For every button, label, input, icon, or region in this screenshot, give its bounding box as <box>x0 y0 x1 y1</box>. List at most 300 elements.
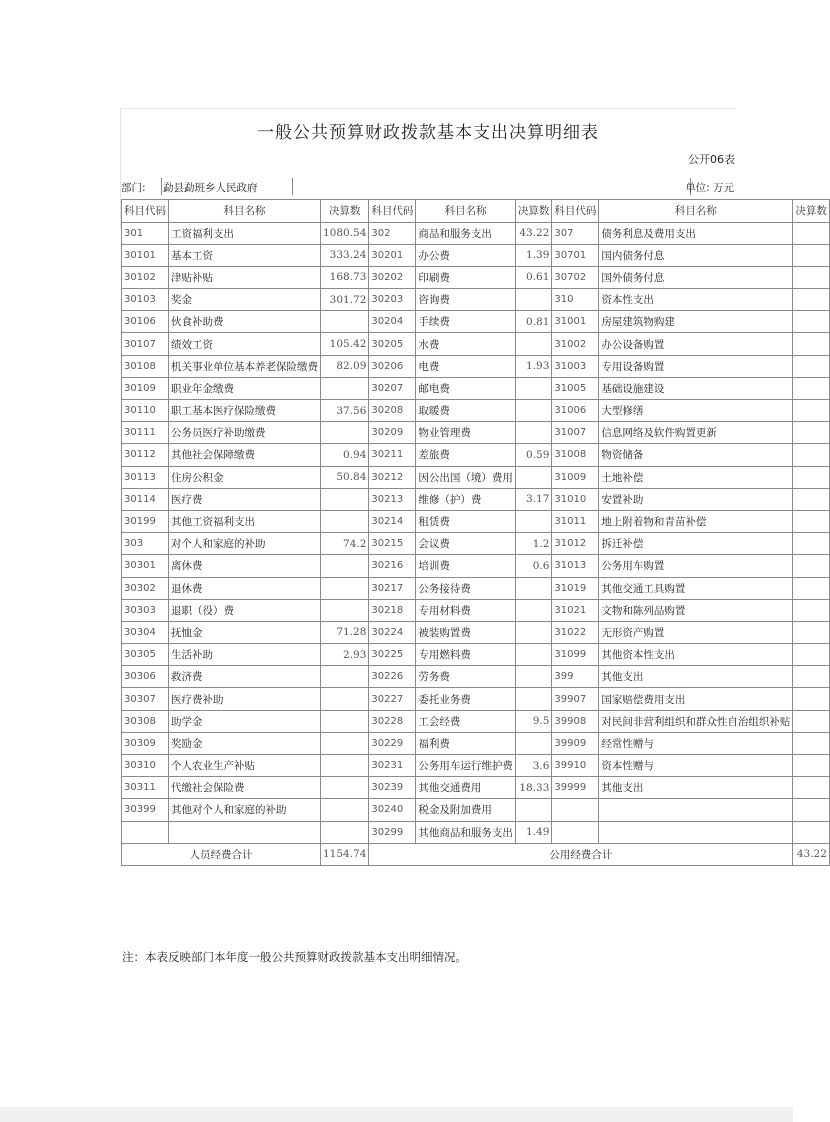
name-cell: 维修（护）费 <box>416 488 516 510</box>
code-cell: 30304 <box>122 621 169 643</box>
code-cell: 31001 <box>552 311 599 333</box>
name-cell: 咨询费 <box>416 289 516 311</box>
name-cell: 信息网络及软件购置更新 <box>599 422 793 444</box>
name-cell: 公务用车购置 <box>599 555 793 577</box>
name-cell: 无形资产购置 <box>599 621 793 643</box>
code-cell: 301 <box>122 222 169 244</box>
name-cell: 差旅费 <box>416 444 516 466</box>
code-cell: 30239 <box>369 777 416 799</box>
code-cell: 30305 <box>122 644 169 666</box>
column-header: 科目名称 <box>169 200 321 223</box>
name-cell: 奖励金 <box>169 732 321 754</box>
table-row <box>122 244 830 266</box>
table-row <box>122 710 830 732</box>
code-cell: 31013 <box>552 555 599 577</box>
name-cell: 办公设备购置 <box>599 333 793 355</box>
name-cell: 专用燃料费 <box>416 644 516 666</box>
code-cell <box>122 821 169 843</box>
name-cell: 助学金 <box>169 710 321 732</box>
value-cell: 0.59 <box>515 444 552 466</box>
name-cell: 税金及附加费用 <box>416 799 516 821</box>
value-cell <box>321 488 369 510</box>
value-cell <box>321 732 369 754</box>
value-cell <box>515 577 552 599</box>
code-cell: 302 <box>369 222 416 244</box>
value-cell <box>321 555 369 577</box>
name-cell: 住房公积金 <box>169 466 321 488</box>
personnel-total-label: 人员经费合计 <box>122 843 321 865</box>
code-cell: 30216 <box>369 555 416 577</box>
table-row <box>122 289 830 311</box>
code-cell: 31009 <box>552 466 599 488</box>
code-cell: 30303 <box>122 599 169 621</box>
value-cell <box>793 400 830 422</box>
name-cell: 其他对个人和家庭的补助 <box>169 799 321 821</box>
code-cell: 30108 <box>122 355 169 377</box>
dept-label: 部门: <box>121 182 146 194</box>
value-cell: 1.49 <box>515 821 552 843</box>
value-cell <box>321 799 369 821</box>
code-cell: 303 <box>122 533 169 555</box>
table-row <box>122 599 830 621</box>
code-cell: 30209 <box>369 422 416 444</box>
value-cell: 82.09 <box>321 355 369 377</box>
code-cell: 31022 <box>552 621 599 643</box>
value-cell <box>793 533 830 555</box>
value-cell: 18.33 <box>515 777 552 799</box>
value-cell <box>793 688 830 710</box>
code-cell: 30226 <box>369 666 416 688</box>
code-cell: 30310 <box>122 755 169 777</box>
value-cell <box>515 510 552 532</box>
value-cell <box>515 422 552 444</box>
name-cell: 债务利息及费用支出 <box>599 222 793 244</box>
name-cell: 水费 <box>416 333 516 355</box>
name-cell: 伙食补助费 <box>169 311 321 333</box>
column-header: 科目名称 <box>599 200 793 223</box>
value-cell: 1.2 <box>515 533 552 555</box>
table-row <box>122 400 830 422</box>
name-cell: 被装购置费 <box>416 621 516 643</box>
value-cell: 0.61 <box>515 266 552 288</box>
value-cell: 0.81 <box>515 311 552 333</box>
code-cell: 30111 <box>122 422 169 444</box>
table-note: 注：本表反映部门本年度一般公共预算财政拨款基本支出明细情况。 <box>122 950 467 964</box>
code-cell: 307 <box>552 222 599 244</box>
name-cell: 公务用车运行维护费 <box>416 755 516 777</box>
name-cell: 文物和陈列品购置 <box>599 599 793 621</box>
name-cell: 公务接待费 <box>416 577 516 599</box>
name-cell: 地上附着物和青苗补偿 <box>599 510 793 532</box>
unit-label: 单位: 万元 <box>685 182 734 194</box>
code-cell: 31099 <box>552 644 599 666</box>
name-cell <box>169 821 321 843</box>
page-title: 一般公共预算财政拨款基本支出决算明细表 <box>257 123 599 143</box>
code-cell: 30215 <box>369 533 416 555</box>
code-cell: 30217 <box>369 577 416 599</box>
name-cell: 医疗费 <box>169 488 321 510</box>
name-cell: 电费 <box>416 355 516 377</box>
name-cell: 退职（役）费 <box>169 599 321 621</box>
value-cell <box>515 732 552 754</box>
value-cell <box>793 488 830 510</box>
value-cell <box>321 599 369 621</box>
name-cell: 对民间非营利组织和群众性自治组织补贴 <box>599 710 793 732</box>
code-cell: 30218 <box>369 599 416 621</box>
table-row <box>122 377 830 399</box>
value-cell <box>515 333 552 355</box>
name-cell: 其他交通费用 <box>416 777 516 799</box>
code-cell: 39910 <box>552 755 599 777</box>
code-cell: 310 <box>552 289 599 311</box>
code-cell: 30302 <box>122 577 169 599</box>
value-cell: 3.6 <box>515 755 552 777</box>
code-cell: 30106 <box>122 311 169 333</box>
name-cell: 职业年金缴费 <box>169 377 321 399</box>
name-cell: 绩效工资 <box>169 333 321 355</box>
dept-value: 勐县勐班乡人民政府 <box>163 182 258 194</box>
value-cell <box>793 599 830 621</box>
name-cell: 其他社会保障缴费 <box>169 444 321 466</box>
name-cell: 其他商品和服务支出 <box>416 821 516 843</box>
code-cell: 39909 <box>552 732 599 754</box>
value-cell: 168.73 <box>321 266 369 288</box>
name-cell: 拆迁补偿 <box>599 533 793 555</box>
table-row <box>122 355 830 377</box>
name-cell: 租赁费 <box>416 510 516 532</box>
value-cell <box>515 466 552 488</box>
value-cell <box>793 732 830 754</box>
table-row <box>122 533 830 555</box>
name-cell: 退休费 <box>169 577 321 599</box>
value-cell <box>515 599 552 621</box>
code-cell: 30208 <box>369 400 416 422</box>
code-cell: 31010 <box>552 488 599 510</box>
value-cell: 43.22 <box>515 222 552 244</box>
code-cell: 30701 <box>552 244 599 266</box>
code-cell: 30308 <box>122 710 169 732</box>
code-cell: 30101 <box>122 244 169 266</box>
name-cell: 委托业务费 <box>416 688 516 710</box>
value-cell <box>515 289 552 311</box>
value-cell <box>793 621 830 643</box>
code-cell: 30399 <box>122 799 169 821</box>
public-total-label: 公用经费合计 <box>369 843 793 865</box>
name-cell: 其他资本性支出 <box>599 644 793 666</box>
totals-row <box>122 843 830 865</box>
value-cell <box>793 799 830 821</box>
value-cell <box>515 377 552 399</box>
column-header: 科目代码 <box>552 200 599 223</box>
code-cell: 31007 <box>552 422 599 444</box>
table-row <box>122 266 830 288</box>
name-cell <box>599 821 793 843</box>
name-cell: 大型修缮 <box>599 400 793 422</box>
name-cell <box>599 799 793 821</box>
value-cell <box>793 422 830 444</box>
name-cell: 土地补偿 <box>599 466 793 488</box>
name-cell: 办公费 <box>416 244 516 266</box>
code-cell: 30227 <box>369 688 416 710</box>
name-cell: 安置补助 <box>599 488 793 510</box>
name-cell: 公务员医疗补助缴费 <box>169 422 321 444</box>
value-cell: 71.28 <box>321 621 369 643</box>
public-total-value: 43.22 <box>793 843 830 865</box>
code-cell: 31003 <box>552 355 599 377</box>
code-cell: 30103 <box>122 289 169 311</box>
code-cell <box>552 799 599 821</box>
name-cell: 个人农业生产补贴 <box>169 755 321 777</box>
name-cell: 救济费 <box>169 666 321 688</box>
column-header: 决算数 <box>321 200 369 223</box>
code-cell: 30102 <box>122 266 169 288</box>
table-row <box>122 799 830 821</box>
name-cell: 福利费 <box>416 732 516 754</box>
value-cell <box>793 377 830 399</box>
code-cell: 30203 <box>369 289 416 311</box>
value-cell <box>321 311 369 333</box>
code-cell: 30110 <box>122 400 169 422</box>
table-row <box>122 755 830 777</box>
code-cell: 30224 <box>369 621 416 643</box>
value-cell: 74.2 <box>321 533 369 555</box>
name-cell: 资本性支出 <box>599 289 793 311</box>
name-cell: 邮电费 <box>416 377 516 399</box>
value-cell <box>793 289 830 311</box>
table-row <box>122 488 830 510</box>
value-cell <box>515 400 552 422</box>
name-cell: 津贴补贴 <box>169 266 321 288</box>
value-cell <box>321 688 369 710</box>
value-cell <box>793 444 830 466</box>
value-cell <box>321 777 369 799</box>
name-cell: 国外债务付息 <box>599 266 793 288</box>
column-header: 决算数 <box>793 200 830 223</box>
divider <box>161 178 162 195</box>
table-row <box>122 466 830 488</box>
table-row <box>122 222 830 244</box>
column-header: 科目代码 <box>369 200 416 223</box>
name-cell: 医疗费补助 <box>169 688 321 710</box>
code-cell: 30214 <box>369 510 416 532</box>
value-cell <box>515 666 552 688</box>
value-cell: 1.93 <box>515 355 552 377</box>
value-cell <box>793 333 830 355</box>
code-cell: 30109 <box>122 377 169 399</box>
name-cell: 其他交通工具购置 <box>599 577 793 599</box>
table-row <box>122 777 830 799</box>
value-cell <box>321 710 369 732</box>
code-cell: 30207 <box>369 377 416 399</box>
table-row <box>122 688 830 710</box>
code-cell: 30213 <box>369 488 416 510</box>
code-cell: 30228 <box>369 710 416 732</box>
name-cell: 代缴社会保险费 <box>169 777 321 799</box>
code-cell: 30299 <box>369 821 416 843</box>
top-rule <box>120 108 736 109</box>
value-cell <box>793 644 830 666</box>
table-row <box>122 821 830 843</box>
name-cell: 奖金 <box>169 289 321 311</box>
code-cell: 31005 <box>552 377 599 399</box>
table-row <box>122 732 830 754</box>
name-cell: 资本性赠与 <box>599 755 793 777</box>
value-cell: 1080.54 <box>321 222 369 244</box>
value-cell <box>793 355 830 377</box>
value-cell <box>321 755 369 777</box>
name-cell: 基础设施建设 <box>599 377 793 399</box>
expenditure-table <box>121 199 830 866</box>
name-cell: 手续费 <box>416 311 516 333</box>
value-cell: 3.17 <box>515 488 552 510</box>
personnel-total-value: 1154.74 <box>321 843 369 865</box>
code-cell: 30231 <box>369 755 416 777</box>
code-cell: 30114 <box>122 488 169 510</box>
column-header: 科目代码 <box>122 200 169 223</box>
code-cell: 39908 <box>552 710 599 732</box>
table-row <box>122 555 830 577</box>
value-cell <box>515 621 552 643</box>
code-cell: 30702 <box>552 266 599 288</box>
table-row <box>122 444 830 466</box>
name-cell: 商品和服务支出 <box>416 222 516 244</box>
code-cell <box>552 821 599 843</box>
table-row <box>122 644 830 666</box>
name-cell: 其他支出 <box>599 777 793 799</box>
column-header: 科目名称 <box>416 200 516 223</box>
name-cell: 离休费 <box>169 555 321 577</box>
name-cell: 其他支出 <box>599 666 793 688</box>
value-cell <box>515 688 552 710</box>
code-cell: 30205 <box>369 333 416 355</box>
code-cell: 30199 <box>122 510 169 532</box>
value-cell <box>793 666 830 688</box>
table-row <box>122 333 830 355</box>
code-cell: 30240 <box>369 799 416 821</box>
column-header: 决算数 <box>515 200 552 223</box>
value-cell: 9.5 <box>515 710 552 732</box>
value-cell <box>793 222 830 244</box>
code-cell: 30113 <box>122 466 169 488</box>
value-cell: 37.56 <box>321 400 369 422</box>
value-cell <box>793 510 830 532</box>
name-cell: 专用材料费 <box>416 599 516 621</box>
value-cell: 105.42 <box>321 333 369 355</box>
code-cell: 30204 <box>369 311 416 333</box>
code-cell: 30202 <box>369 266 416 288</box>
name-cell: 其他工资福利支出 <box>169 510 321 532</box>
name-cell: 职工基本医疗保险缴费 <box>169 400 321 422</box>
table-row <box>122 666 830 688</box>
code-cell: 31008 <box>552 444 599 466</box>
code-cell: 30309 <box>122 732 169 754</box>
name-cell: 机关事业单位基本养老保险缴费 <box>169 355 321 377</box>
table-header-row <box>122 200 830 223</box>
name-cell: 国家赔偿费用支出 <box>599 688 793 710</box>
code-cell: 31012 <box>552 533 599 555</box>
name-cell: 会议费 <box>416 533 516 555</box>
code-cell: 30112 <box>122 444 169 466</box>
table-row <box>122 311 830 333</box>
name-cell: 培训费 <box>416 555 516 577</box>
value-cell: 50.84 <box>321 466 369 488</box>
code-cell: 31011 <box>552 510 599 532</box>
table-row <box>122 621 830 643</box>
code-cell: 30306 <box>122 666 169 688</box>
value-cell: 0.94 <box>321 444 369 466</box>
name-cell: 经常性赠与 <box>599 732 793 754</box>
table-row <box>122 422 830 444</box>
name-cell: 工会经费 <box>416 710 516 732</box>
name-cell: 房屋建筑物购建 <box>599 311 793 333</box>
name-cell: 因公出国（境）费用 <box>416 466 516 488</box>
name-cell: 工资福利支出 <box>169 222 321 244</box>
divider <box>292 178 293 195</box>
value-cell: 1.39 <box>515 244 552 266</box>
value-cell <box>793 266 830 288</box>
code-cell: 30211 <box>369 444 416 466</box>
value-cell <box>321 666 369 688</box>
code-cell: 30301 <box>122 555 169 577</box>
table-row <box>122 577 830 599</box>
code-cell: 30229 <box>369 732 416 754</box>
value-cell: 2.93 <box>321 644 369 666</box>
code-cell: 39999 <box>552 777 599 799</box>
table-row <box>122 510 830 532</box>
code-cell: 39907 <box>552 688 599 710</box>
value-cell: 0.6 <box>515 555 552 577</box>
name-cell: 生活补助 <box>169 644 321 666</box>
code-cell: 30225 <box>369 644 416 666</box>
name-cell: 印刷费 <box>416 266 516 288</box>
name-cell: 取暖费 <box>416 400 516 422</box>
value-cell <box>793 466 830 488</box>
value-cell: 301.72 <box>321 289 369 311</box>
value-cell <box>793 577 830 599</box>
name-cell: 国内债务付息 <box>599 244 793 266</box>
code-cell: 30107 <box>122 333 169 355</box>
code-cell: 31002 <box>552 333 599 355</box>
code-cell: 30307 <box>122 688 169 710</box>
value-cell <box>793 777 830 799</box>
name-cell: 物业管理费 <box>416 422 516 444</box>
code-cell: 30212 <box>369 466 416 488</box>
value-cell <box>515 799 552 821</box>
value-cell <box>321 577 369 599</box>
value-cell <box>793 821 830 843</box>
name-cell: 基本工资 <box>169 244 321 266</box>
form-number: 公开06表 <box>688 153 735 166</box>
code-cell: 31019 <box>552 577 599 599</box>
value-cell <box>793 244 830 266</box>
header-row <box>121 178 736 195</box>
name-cell: 专用设备购置 <box>599 355 793 377</box>
value-cell <box>321 821 369 843</box>
code-cell: 30206 <box>369 355 416 377</box>
value-cell <box>793 311 830 333</box>
value-cell <box>321 510 369 532</box>
name-cell: 对个人和家庭的补助 <box>169 533 321 555</box>
value-cell <box>321 422 369 444</box>
name-cell: 抚恤金 <box>169 621 321 643</box>
name-cell: 劳务费 <box>416 666 516 688</box>
name-cell: 物资储备 <box>599 444 793 466</box>
code-cell: 31006 <box>552 400 599 422</box>
code-cell: 399 <box>552 666 599 688</box>
code-cell: 31021 <box>552 599 599 621</box>
value-cell <box>515 644 552 666</box>
code-cell: 30201 <box>369 244 416 266</box>
